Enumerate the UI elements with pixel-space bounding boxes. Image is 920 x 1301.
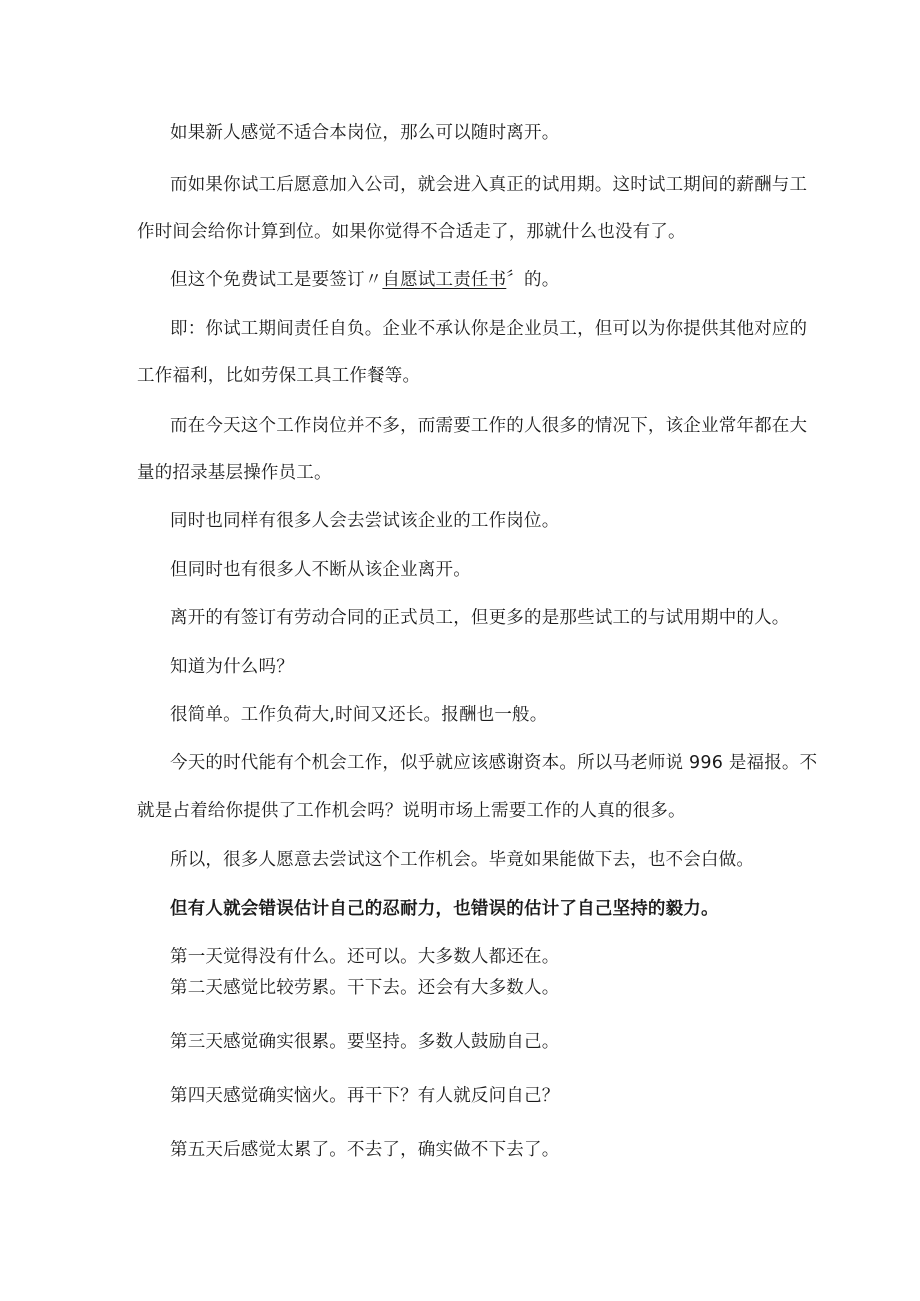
paragraph-line: 知道为什么吗？	[170, 657, 294, 677]
list-line: 第二天感觉比较劳累。干下去。还会有大多数人。	[170, 978, 560, 998]
paragraph-line: 今天的时代能有个机会工作，似乎就应该感谢资本。所以马老师说 996 是福报。不	[170, 753, 818, 773]
paragraph-line: 作时间会给你计算到位。如果你觉得不合适走了，那就什么也没有了。	[137, 222, 686, 242]
paragraph-text: 〞的。	[506, 270, 560, 290]
paragraph-line	[170, 268, 559, 292]
list-line: 第一天觉得没有什么。还可以。大多数人都还在。	[170, 947, 560, 967]
paragraph-line: 离开的有签订有劳动合同的正式员工，但更多的是那些试工的与试用期中的人。	[170, 608, 790, 628]
paragraph-line: 而在今天这个工作岗位并不多，而需要工作的人很多的情况下，该企业常年都在大	[170, 416, 808, 436]
list-line: 第五天后感觉太累了。不去了，确实做不下去了。	[170, 1140, 560, 1160]
list-line: 第四天感觉确实恼火。再干下？有人就反问自己？	[170, 1086, 560, 1106]
paragraph-line: 就是占着给你提供了工作机会吗？说明市场上需要工作的人真的很多。	[137, 801, 686, 821]
list-line: 第三天感觉确实很累。要坚持。多数人鼓励自己。	[170, 1032, 560, 1052]
paragraph-line: 但同时也有很多人不断从该企业离开。	[170, 560, 471, 580]
paragraph-line: 所以，很多人愿意去尝试这个工作机会。毕竟如果能做下去，也不会白做。	[170, 850, 755, 870]
paragraph-text: 但这个免费试工是要签订〃	[170, 270, 383, 290]
paragraph-line: 工作福利，比如劳保工具工作餐等。	[137, 366, 421, 386]
paragraph-line: 如果新人感觉不适合本岗位，那么可以随时离开。	[170, 123, 560, 143]
paragraph-line: 而如果你试工后愿意加入公司，就会进入真正的试用期。这时试工期间的薪酬与工	[170, 175, 808, 195]
bold-paragraph-line: 但有人就会错误估计自己的忍耐力，也错误的估计了自己坚持的毅力。	[170, 899, 719, 919]
paragraph-line: 量的招录基层操作员工。	[137, 463, 332, 483]
paragraph-line: 即：你试工期间责任自负。企业不承认你是企业员工，但可以为你提供其他对应的	[170, 319, 808, 339]
paragraph-line: 很简单。工作负荷大,时间又还长。报酬也一般。	[170, 705, 548, 725]
underlined-document-title: 自愿试工责任书	[382, 270, 507, 290]
paragraph-line: 同时也同样有很多人会去尝试该企业的工作岗位。	[170, 511, 560, 531]
